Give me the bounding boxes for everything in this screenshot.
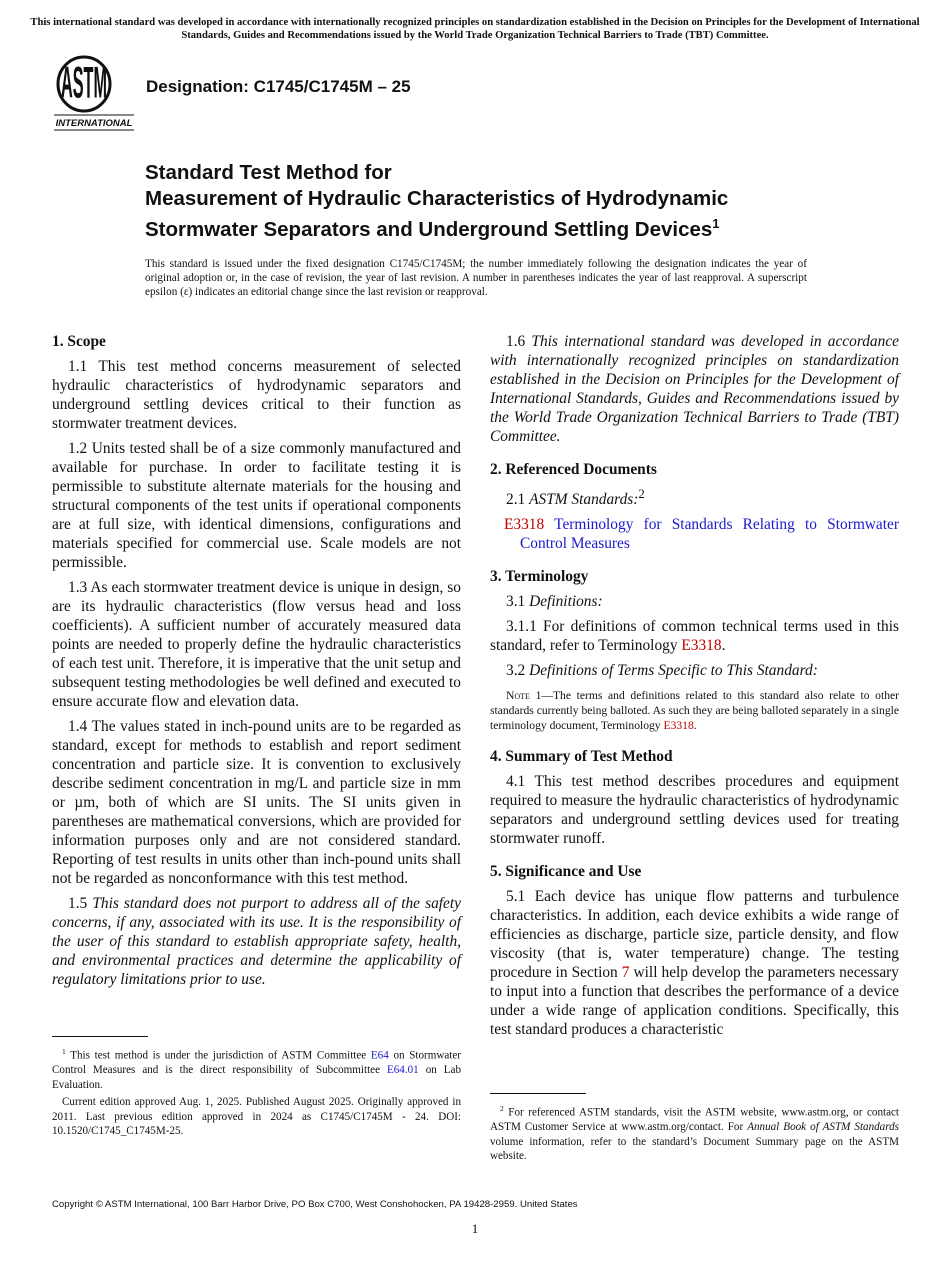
paragraph xyxy=(52,578,461,711)
text-run: 3.1.1 For definitions of common technical terms used in this standard, refer to Terminology xyxy=(490,618,899,655)
text-run: 1.2 Units tested shall be of a size commonly manufactured and available for purchase. In order to facilitate testing it is permissible to substitute alternate materials for the housing and structural components of the test units if operational components are at full size, with identical dimensions, configurations and materials specified for commercial use. Scale models are not permissible. xyxy=(52,440,461,571)
header-notice: This international standard was developed in accordance with internationally recognized principles on standardization established in the Decision on Principles for the Development of International Standards, Guides and Recommendations issued by the World Trade Organization Technical Barriers to Trade (TBT) Committee. xyxy=(30,17,920,41)
text-run: This standard does not purport to address all of the safety concerns, if any, associated with its use. It is the responsibility of the user of this standard to establish appropriate safety, health, and environmental practices and determine the applicability of regulatory limitations prior to use. xyxy=(52,895,461,988)
text-run: 4. Summary of Test Method xyxy=(490,748,673,766)
title-text: Stormwater Separators and Underground Settling Devices xyxy=(145,217,713,241)
text-run: 2 xyxy=(500,1104,504,1113)
section-heading xyxy=(490,862,899,881)
text-run: on Lab Evaluation. xyxy=(52,1064,461,1091)
astm-logo xyxy=(54,56,134,132)
text-run: 1.5 xyxy=(68,895,93,912)
footnote xyxy=(490,1102,899,1164)
note xyxy=(490,688,899,733)
paragraph xyxy=(490,772,899,848)
reference-link[interactable]: Terminology for Standards Relating to Stormwater Control Measures xyxy=(520,516,899,553)
text-run: will help develop the parameters necessary to input into a function that describes the performance of a device under a wide range of application conditions. Specifically, this test standard produces a characteristic xyxy=(490,964,899,1039)
text-run: volume information, refer to the standard’s Document Summary page on the ASTM website. xyxy=(490,1135,899,1163)
text-run: . xyxy=(721,637,726,655)
paragraph xyxy=(490,485,899,509)
text-run: 4.1 This test method describes procedures and equipment required to measure the hydraulic characteristics of hydrodynamic separators and underground settling devices used for treating stormwater runoff. xyxy=(490,773,899,848)
text-run: For referenced ASTM standards, visit the ASTM website, www.astm.org, or contact ASTM Customer Service at www.astm.org/contact. For xyxy=(490,1106,899,1134)
copyright: Copyright © ASTM International, 100 Barr Harbor Drive, PO Box C700, West Conshohocken, PA 19428-2959. United States xyxy=(52,1199,578,1210)
text-run: 1. Scope xyxy=(52,333,106,350)
text-run: This test method is under the jurisdiction of ASTM Committee xyxy=(65,1049,371,1062)
title-line: Measurement of Hydraulic Characteristics of Hydrodynamic xyxy=(145,186,729,210)
intro-paragraph: This standard is issued under the fixed designation C1745/C1745M; the number immediately following the designation indicates the year of original adoption or, in the case of revision, the year of last revision. A number in parentheses indicates the year of last reapproval. A superscript epsilon (ε) indicates an editorial change since the last revision or reapproval. xyxy=(145,258,807,298)
paragraph xyxy=(490,887,899,1039)
footnote xyxy=(52,1045,461,1092)
text-run: Current edition approved Aug. 1, 2025. Published August 2025. Originally approved in 2011. Last previous edition approved in 2024 as C1745/C1745M - 24. DOI: 10.1520/C1745_C1745M-25. xyxy=(52,1096,461,1138)
title-line: Standard Test Method for xyxy=(145,161,392,184)
paragraph xyxy=(490,617,899,655)
reference-link[interactable]: E3318 xyxy=(504,516,545,534)
text-run: 1.1 This test method concerns measurement of selected hydraulic characteristics of hydrodynamic separators and underground settling devices critical to their function as stormwater treatment devices. xyxy=(52,358,461,432)
text-run: Definitions: xyxy=(529,593,603,611)
paragraph xyxy=(52,439,461,572)
section-heading xyxy=(490,460,899,479)
svg-text:INTERNATIONAL: INTERNATIONAL xyxy=(55,118,133,129)
text-run: 1 xyxy=(62,1047,66,1056)
text-run: This international standard was developed in accordance with internationally recognized principles on standardization established in the Decision on Principles for the Development of International Standards, Guides and Recommendations issued by the World Trade Organization Technical Barriers to Trade (TBT) Committee. xyxy=(490,333,899,445)
section-heading xyxy=(490,747,899,766)
document-title xyxy=(145,160,728,242)
text-run: . xyxy=(693,719,697,733)
paragraph xyxy=(490,661,899,680)
paragraph xyxy=(490,592,899,611)
spacer xyxy=(490,452,899,460)
text-run: 2 xyxy=(638,487,645,501)
text-run: Definitions of Terms Specific to This Standard: xyxy=(529,662,818,680)
reference-link[interactable]: E64 xyxy=(370,1049,389,1062)
footnotes-left xyxy=(52,1045,461,1142)
text-run: ASTM Standards: xyxy=(529,491,639,509)
footnote xyxy=(52,1095,461,1139)
text-run: Annual Book of ASTM Standards xyxy=(747,1121,899,1134)
footnote-divider xyxy=(52,1036,148,1037)
designation: Designation: C1745/C1745M – 25 xyxy=(146,77,411,96)
spacer xyxy=(490,854,899,862)
text-run: 1.4 The values stated in inch-pound units are to be regarded as standard, except for methods to establish and report sediment concentration and particle size. It is convention to exclusively describe sediment concentration in mg/L and particle size in mm or µm, both of which are SI units. The SI units given in parentheses are mathematical conversions, which are provided for information purposes only and are not considered standard. Reporting of test results in units other than inch-pound units shall not be regarded as nonconformance with this test method. xyxy=(52,718,461,887)
reference-link[interactable]: E3318 xyxy=(663,719,694,733)
section-heading xyxy=(52,332,461,351)
reference-link[interactable]: E64.01 xyxy=(386,1064,419,1077)
footnotes-right xyxy=(490,1102,899,1167)
text-run: 2. Referenced Documents xyxy=(490,461,657,478)
text-run: 1.6 xyxy=(506,333,532,350)
paragraph xyxy=(52,717,461,888)
text-run: 5. Significance and Use xyxy=(490,863,642,881)
text-run: 3.1 xyxy=(506,593,530,611)
text-run: 3. Terminology xyxy=(490,568,589,586)
text-run: 3.2 xyxy=(506,662,530,680)
page-number: 1 xyxy=(471,1221,479,1236)
title-line xyxy=(145,211,728,242)
text-run: 1—The terms and definitions related to this standard also relate to other standards currently being balloted. As such they are being balloted separately in a single terminology document, Terminology xyxy=(490,689,899,733)
paragraph xyxy=(490,332,899,446)
left-column xyxy=(52,332,461,995)
footnote-mark: 1 xyxy=(712,216,720,231)
reference-link[interactable]: 7 xyxy=(621,964,630,982)
paragraph xyxy=(52,894,461,989)
reference-link[interactable]: E3318 xyxy=(681,637,722,655)
text-run: 1.3 As each stormwater treatment device is unique in design, so are its hydraulic characteristics (flow versus head and loss coefficients). A sufficient number of accurately measured data points are needed to properly define the hydraulic characteristics of each test unit. Therefore, it is imperative that the unit setup and subsequent testing methodologies be well defined and executed to ensure accurate flow and elevation data. xyxy=(52,579,461,710)
text-run: 2.1 xyxy=(506,491,530,509)
svg-text:ASTM: ASTM xyxy=(61,58,107,108)
right-column xyxy=(490,332,899,1045)
text-run: Note xyxy=(506,689,530,703)
spacer xyxy=(490,559,899,567)
spacer xyxy=(490,739,899,747)
text-run: 5.1 Each device has unique flow patterns and turbulence characteristics. In addition, each device exhibits a wide range of efficiencies as discharge, particle size, particle density, and flow viscosity (that is, water temperature) change. The testing procedure in Section xyxy=(490,888,899,982)
footnote-divider xyxy=(490,1093,586,1094)
section-heading xyxy=(490,567,899,586)
paragraph xyxy=(52,357,461,433)
reference-entry xyxy=(488,515,899,553)
text-run: on Stormwater Control Measures and is the direct responsibility of Subcommittee xyxy=(52,1049,461,1077)
